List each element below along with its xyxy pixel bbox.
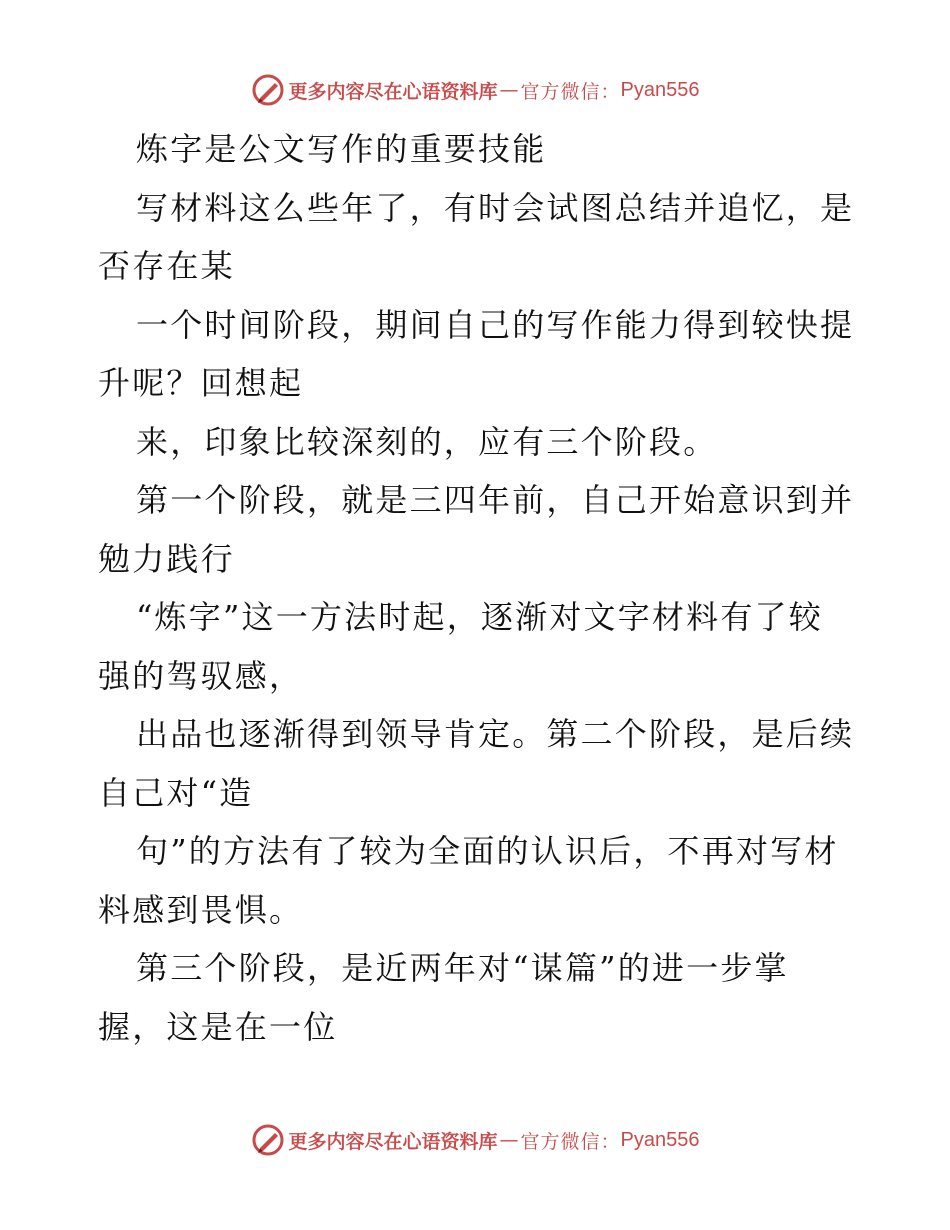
document-body — [98, 120, 858, 1056]
text-line: 来，印象比较深刻的，应有三个阶段。 — [136, 422, 718, 461]
header-banner — [0, 70, 950, 110]
banner-wechat-id: Pyan556 — [620, 78, 700, 101]
pen-logo-icon — [251, 73, 285, 107]
banner-dash: — — [499, 1129, 519, 1151]
text-line: 一个时间阶段，期间自己的写作能力得到较快提 — [136, 305, 855, 344]
banner-wechat-id: Pyan556 — [620, 1128, 700, 1151]
footer-banner — [0, 1120, 950, 1160]
text-line: 炼字是公文写作的重要技能 — [136, 130, 547, 168]
text-line: “炼字”这一方法时起，逐渐对文字材料有了较 — [136, 598, 823, 636]
text-line: 勉力践行 — [98, 539, 235, 578]
banner-title: 更多内容尽在心语资料库 — [288, 80, 498, 103]
text-line: 升呢？回想起 — [98, 364, 304, 402]
pen-logo-icon — [251, 1123, 285, 1157]
banner-label: 官方微信： — [520, 1130, 621, 1153]
banner-title: 更多内容尽在心语资料库 — [288, 1130, 498, 1153]
banner-label: 官方微信： — [520, 80, 621, 103]
banner-dash: — — [499, 79, 519, 101]
text-line: 强的驾驭感， — [98, 656, 304, 695]
text-line: 第一个阶段，就是三四年前，自己开始意识到并 — [136, 481, 855, 519]
text-line: 自己对“造 — [98, 773, 254, 812]
text-line: 料感到畏惧。 — [98, 890, 304, 929]
text-line: 握，这是在一位 — [98, 1007, 338, 1046]
text-line: 写材料这么些年了，有时会试图总结并追忆，是 — [136, 188, 855, 227]
text-line: 否存在某 — [98, 247, 235, 285]
text-line: 出品也逐渐得到领导肯定。第二个阶段，是后续 — [136, 715, 855, 753]
text-line: 第三个阶段，是近两年对“谋篇”的进一步掌 — [136, 949, 789, 987]
text-line: 句”的方法有了较为全面的认识后，不再对写材 — [136, 832, 839, 870]
